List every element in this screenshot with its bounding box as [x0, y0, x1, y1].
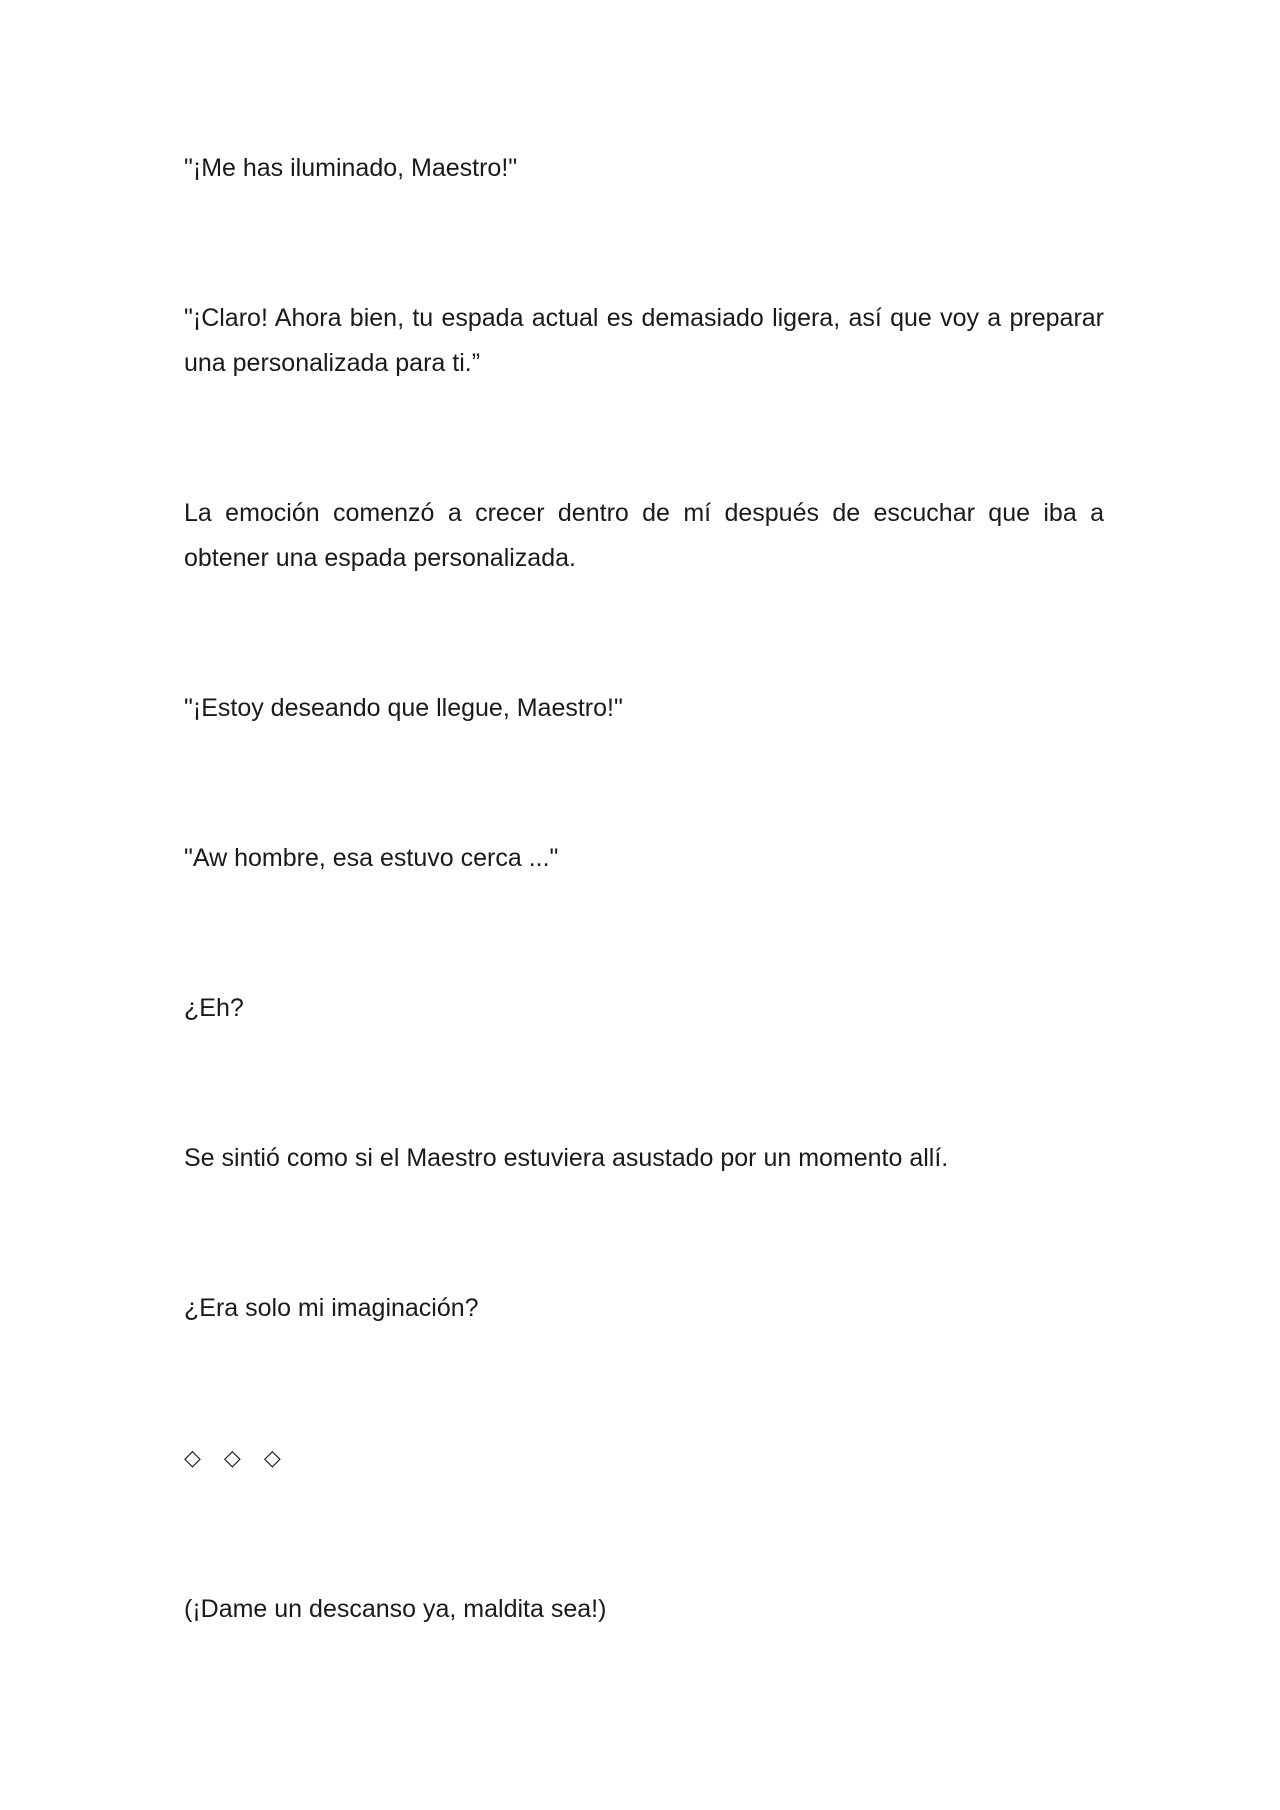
- paragraph-7: Se sintió como si el Maestro estuviera asustado por un momento allí.: [184, 1144, 949, 1172]
- paragraph-6: ¿Eh?: [184, 994, 244, 1022]
- paragraph-8: ¿Era solo mi imaginación?: [184, 1294, 479, 1322]
- paragraph-9: (¡Dame un descanso ya, maldita sea!): [184, 1595, 607, 1623]
- paragraph-1: "¡Me has iluminado, Maestro!": [184, 154, 518, 182]
- paragraph-5: "Aw hombre, esa estuvo cerca ...": [184, 844, 559, 872]
- paragraph-4: "¡Estoy deseando que llegue, Maestro!": [184, 694, 623, 722]
- paragraph-2: "¡Claro! Ahora bien, tu espada actual es demasiado ligera, así que voy a preparar una personalizada para ti.”: [184, 304, 1104, 377]
- paragraph-3: La emoción comenzó a crecer dentro de mí después de escuchar que iba a obtener una espada personalizada.: [184, 499, 1104, 572]
- section-separator: ◇ ◇ ◇: [184, 1446, 289, 1471]
